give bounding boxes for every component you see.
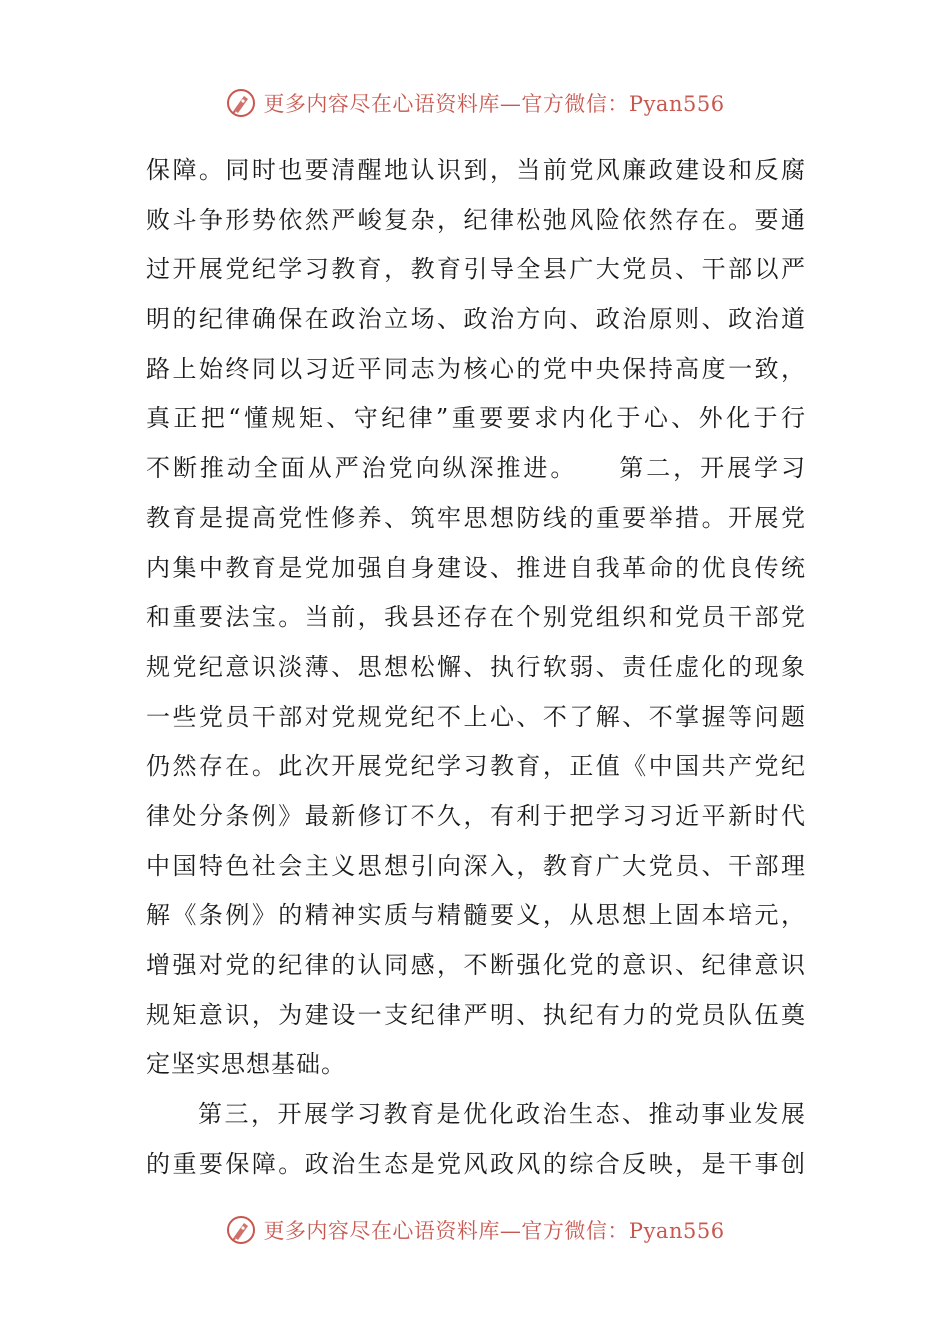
text-line: 律处分条例》最新修订不久，有利于把学习习近平新时代 bbox=[146, 801, 806, 830]
text-line: 规矩意识，为建设一支纪律严明、执纪有力的党员队伍奠 bbox=[146, 1000, 806, 1029]
text-line: 内集中教育是党加强自身建设、推进自我革命的优良传统 bbox=[146, 553, 806, 582]
text-line: 和重要法宝。当前，我县还存在个别党组织和党员干部党 bbox=[146, 603, 806, 632]
footer-watermark bbox=[0, 1210, 950, 1250]
text-line: 不断推动全面从严治党向纵深推进。 第二，开展学习 bbox=[146, 454, 806, 483]
text-line: 败斗争形势依然严峻复杂，纪律松弛风险依然存在。要通 bbox=[146, 205, 806, 234]
pen-nib-logo-icon bbox=[225, 87, 257, 119]
paragraph-first-line: 第三，开展学习教育是优化政治生态、推动事业发展 bbox=[198, 1100, 806, 1129]
text-line: 解《条例》的精神实质与精髓要义，从思想上固本培元， bbox=[146, 901, 806, 930]
pen-nib-logo-icon bbox=[225, 1214, 257, 1246]
text-line: 一些党员干部对党规党纪不上心、不了解、不掌握等问题 bbox=[146, 702, 806, 731]
header-watermark bbox=[0, 83, 950, 123]
text-line: 规党纪意识淡薄、思想松懈、执行软弱、责任虚化的现象 bbox=[146, 652, 806, 681]
text-line: 定坚实思想基础。 bbox=[146, 1050, 346, 1079]
text-line: 过开展党纪学习教育，教育引导全县广大党员、干部以严 bbox=[146, 255, 806, 284]
text-line: 明的纪律确保在政治立场、政治方向、政治原则、政治道 bbox=[146, 305, 806, 334]
text-line: 增强对党的纪律的认同感，不断强化党的意识、纪律意识 bbox=[146, 951, 806, 979]
text-line: 的重要保障。政治生态是党风政风的综合反映，是干事创 bbox=[146, 1149, 806, 1178]
body-text bbox=[146, 146, 806, 1189]
text-line: 教育是提高党性修养、筑牢思想防线的重要举措。开展党 bbox=[146, 503, 806, 532]
text-line: 真正把“懂规矩、守纪律”重要要求内化于心、外化于行 bbox=[146, 404, 806, 433]
text-line: 仍然存在。此次开展党纪学习教育，正值《中国共产党纪 bbox=[146, 752, 806, 781]
text-line: 中国特色社会主义思想引向深入，教育广大党员、干部理 bbox=[146, 851, 806, 880]
text-line: 路上始终同以习近平同志为核心的党中央保持高度一致， bbox=[146, 354, 806, 383]
watermark-text: 更多内容尽在心语资料库—官方微信：Pyan556 bbox=[263, 92, 725, 116]
watermark-text: 更多内容尽在心语资料库—官方微信：Pyan556 bbox=[263, 1219, 725, 1243]
text-line: 保障。同时也要清醒地认识到，当前党风廉政建设和反腐 bbox=[146, 156, 806, 184]
